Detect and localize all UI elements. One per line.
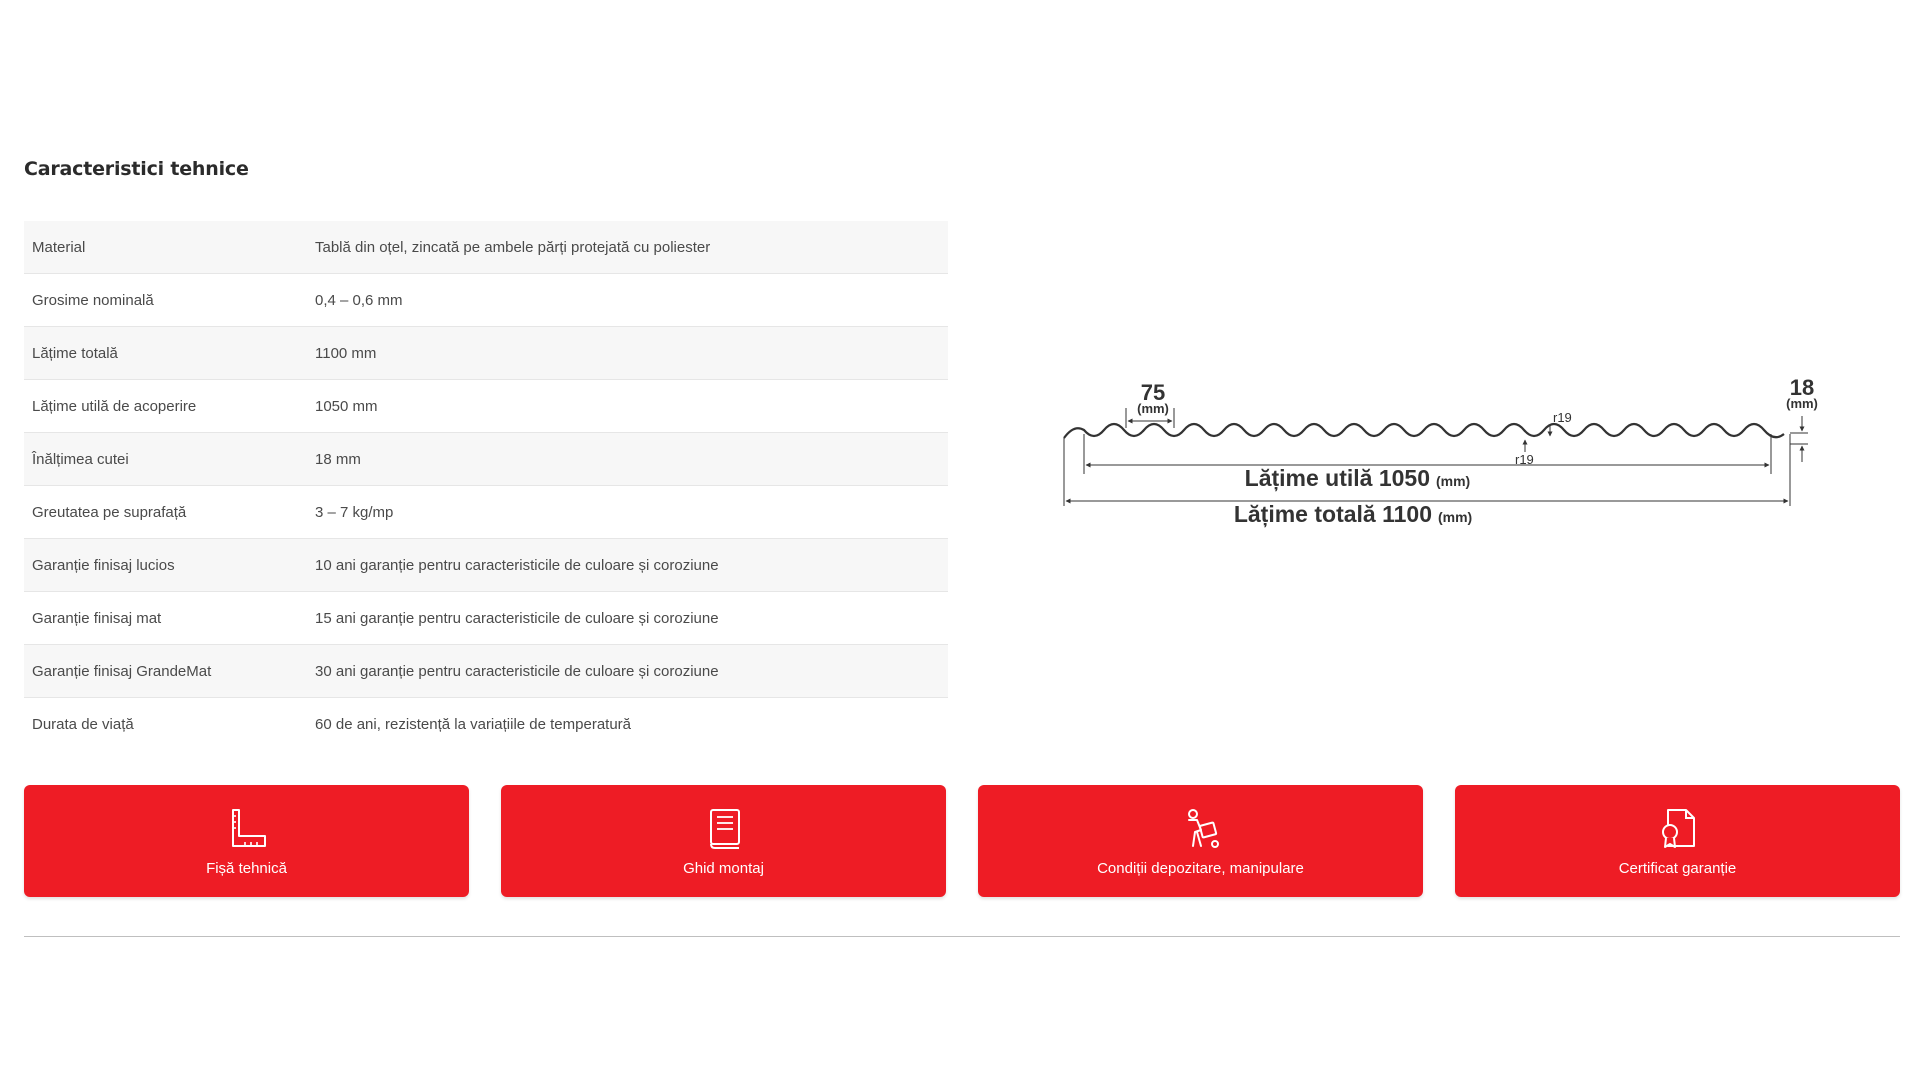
storage-handling-button[interactable] bbox=[978, 785, 1423, 897]
spec-label: Garanție finisaj GrandeMat bbox=[32, 662, 212, 680]
spec-label: Lățime utilă de acoperire bbox=[32, 397, 197, 415]
spec-label: Grosime nominală bbox=[32, 291, 154, 309]
spec-value: 30 ani garanție pentru caracteristicile de culoare și coroziune bbox=[315, 662, 719, 680]
useful-width-unit: (mm) bbox=[1436, 473, 1471, 489]
table-row bbox=[24, 380, 948, 433]
ruler-square-icon bbox=[225, 806, 269, 850]
table-row bbox=[24, 274, 948, 327]
total-width-label: Lățime totală 1100 bbox=[1233, 501, 1432, 527]
worker-handling-icon bbox=[1179, 806, 1223, 850]
height-value: 18 bbox=[1789, 375, 1815, 400]
spec-value: 0,4 – 0,6 mm bbox=[315, 291, 403, 309]
pitch-unit: (mm) bbox=[1137, 401, 1169, 416]
section-title: Caracteristici tehnice bbox=[24, 158, 249, 180]
table-row bbox=[24, 433, 948, 486]
table-row bbox=[24, 221, 948, 274]
table-row bbox=[24, 592, 948, 645]
technical-sheet-label: Fișă tehnică bbox=[206, 859, 287, 877]
spec-value: 15 ani garanție pentru caracteristicile de culoare și coroziune bbox=[315, 609, 719, 627]
certificate-icon bbox=[1656, 806, 1700, 850]
specs-table bbox=[24, 221, 948, 750]
corrugated-profile-drawing bbox=[1050, 370, 1830, 540]
spec-label: Greutatea pe suprafață bbox=[32, 503, 187, 521]
pitch-value: 75 bbox=[1140, 380, 1166, 405]
table-row bbox=[24, 327, 948, 380]
height-unit: (mm) bbox=[1786, 396, 1818, 411]
radius-bottom-label: r19 bbox=[1515, 452, 1534, 467]
radius-top-label: r19 bbox=[1553, 410, 1572, 425]
spec-label: Durata de viață bbox=[32, 715, 134, 733]
warranty-certificate-label: Certificat garanție bbox=[1618, 859, 1737, 877]
spec-value: 1050 mm bbox=[315, 397, 378, 415]
spec-label: Garanție finisaj lucios bbox=[32, 556, 175, 574]
installation-guide-button[interactable] bbox=[501, 785, 946, 897]
useful-width-label: Lățime utilă 1050 bbox=[1244, 465, 1430, 491]
table-row bbox=[24, 486, 948, 539]
spec-label: Înălțimea cutei bbox=[32, 450, 129, 468]
spec-value: 3 – 7 kg/mp bbox=[315, 503, 394, 521]
corrugated-wave-line bbox=[1064, 424, 1784, 438]
book-icon bbox=[702, 806, 746, 850]
table-row bbox=[24, 539, 948, 592]
warranty-certificate-button[interactable] bbox=[1455, 785, 1900, 897]
table-row bbox=[24, 698, 948, 750]
installation-guide-label: Ghid montaj bbox=[683, 859, 764, 877]
spec-label: Lățime totală bbox=[32, 344, 118, 362]
spec-value: 18 mm bbox=[315, 450, 361, 468]
document-buttons bbox=[24, 785, 1900, 897]
spec-value: 60 de ani, rezistență la variațiile de temperatură bbox=[315, 715, 632, 733]
spec-value: Tablă din oțel, zincată pe ambele părți protejată cu poliester bbox=[315, 238, 711, 256]
table-row bbox=[24, 645, 948, 698]
spec-label: Garanție finisaj mat bbox=[32, 609, 162, 627]
spec-value: 1100 mm bbox=[315, 344, 377, 362]
total-width-unit: (mm) bbox=[1438, 509, 1473, 525]
spec-value: 10 ani garanție pentru caracteristicile de culoare și coroziune bbox=[315, 556, 719, 574]
profile-diagram bbox=[1050, 370, 1830, 540]
technical-sheet-button[interactable] bbox=[24, 785, 469, 897]
section-divider bbox=[24, 936, 1900, 937]
spec-label: Material bbox=[32, 238, 86, 256]
storage-handling-label: Condiții depozitare, manipulare bbox=[1097, 859, 1304, 877]
